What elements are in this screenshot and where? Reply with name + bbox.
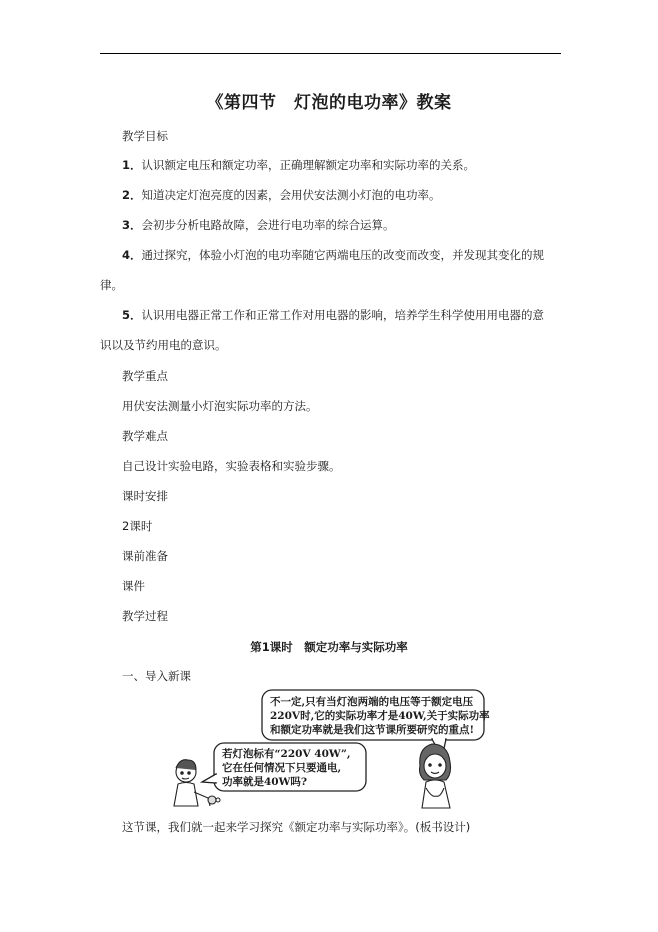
dialogue-illustration xyxy=(170,688,490,810)
section-heading-process: 教学过程 xyxy=(122,609,168,623)
section-heading-objectives: 教学目标 xyxy=(122,129,168,143)
bubble-right-line: 220V时,它的实际功率才是40W,关于实际功率 xyxy=(270,710,490,722)
objective-num: 2． xyxy=(122,188,142,202)
objective-text: 认识用电器正常工作和正常工作对用电器的影响，培养学生科学使用用电器的意 xyxy=(141,308,545,322)
objective-num: 4． xyxy=(122,248,142,262)
bubble-left-line: 若灯泡标有“220V 40W”, xyxy=(222,748,351,760)
difficulty-text: 自己设计实验电路，实验表格和实验步骤。 xyxy=(122,459,341,473)
bubble-right-line: 不一定,只有当灯泡两端的电压等于额定电压 xyxy=(270,696,474,708)
section-heading-key: 教学重点 xyxy=(122,369,168,383)
bubble-left-line: 功率就是40W吗? xyxy=(222,776,308,788)
objective-text: 认识额定电压和额定功率，正确理解额定功率和实际功率的关系。 xyxy=(141,158,476,172)
objective-item-3 xyxy=(122,218,395,232)
objective-item-4-continuation: 律。 xyxy=(100,278,123,292)
objective-item-2 xyxy=(122,188,441,202)
lesson-title: 第1课时 额定功率与实际功率 xyxy=(250,640,408,654)
objective-item-4 xyxy=(122,248,544,262)
section-heading-prep: 课前准备 xyxy=(122,549,168,563)
bubble-right-line: 和额定功率就是我们这节课所要研究的重点! xyxy=(270,724,475,736)
objective-num: 3． xyxy=(122,218,142,232)
objective-num: 5． xyxy=(122,308,142,322)
speech-bubble-left xyxy=(202,743,366,791)
objective-item-1 xyxy=(122,158,475,172)
prep-text: 课件 xyxy=(122,579,145,593)
page-title: 《第四节 灯泡的电功率》教案 xyxy=(206,93,452,113)
section-heading-difficulty: 教学难点 xyxy=(122,429,168,443)
girl-figure-icon xyxy=(420,744,451,808)
objective-item-5-continuation: 识以及节约用电的意识。 xyxy=(100,338,227,352)
objective-text: 通过探究，体验小灯泡的电功率随它两端电压的改变而改变，并发现其变化的规 xyxy=(141,248,545,262)
schedule-text: 2课时 xyxy=(122,519,153,533)
objective-text: 会初步分析电路故障，会进行电功率的综合运算。 xyxy=(141,218,395,232)
objective-num: 1． xyxy=(122,158,142,172)
closing-paragraph: 这节课，我们就一起来学习探究《额定功率与实际功率》。(板书设计) xyxy=(122,820,471,834)
bubble-left-line: 它在任何情况下只要通电, xyxy=(222,762,342,774)
objective-item-5 xyxy=(122,308,544,322)
header-rule xyxy=(100,53,561,54)
part-one-heading: 一、导入新课 xyxy=(122,669,191,683)
key-text: 用伏安法测量小灯泡实际功率的方法。 xyxy=(122,399,318,413)
objective-text: 知道决定灯泡亮度的因素，会用伏安法测小灯泡的电功率。 xyxy=(141,188,441,202)
section-heading-schedule: 课时安排 xyxy=(122,489,168,503)
